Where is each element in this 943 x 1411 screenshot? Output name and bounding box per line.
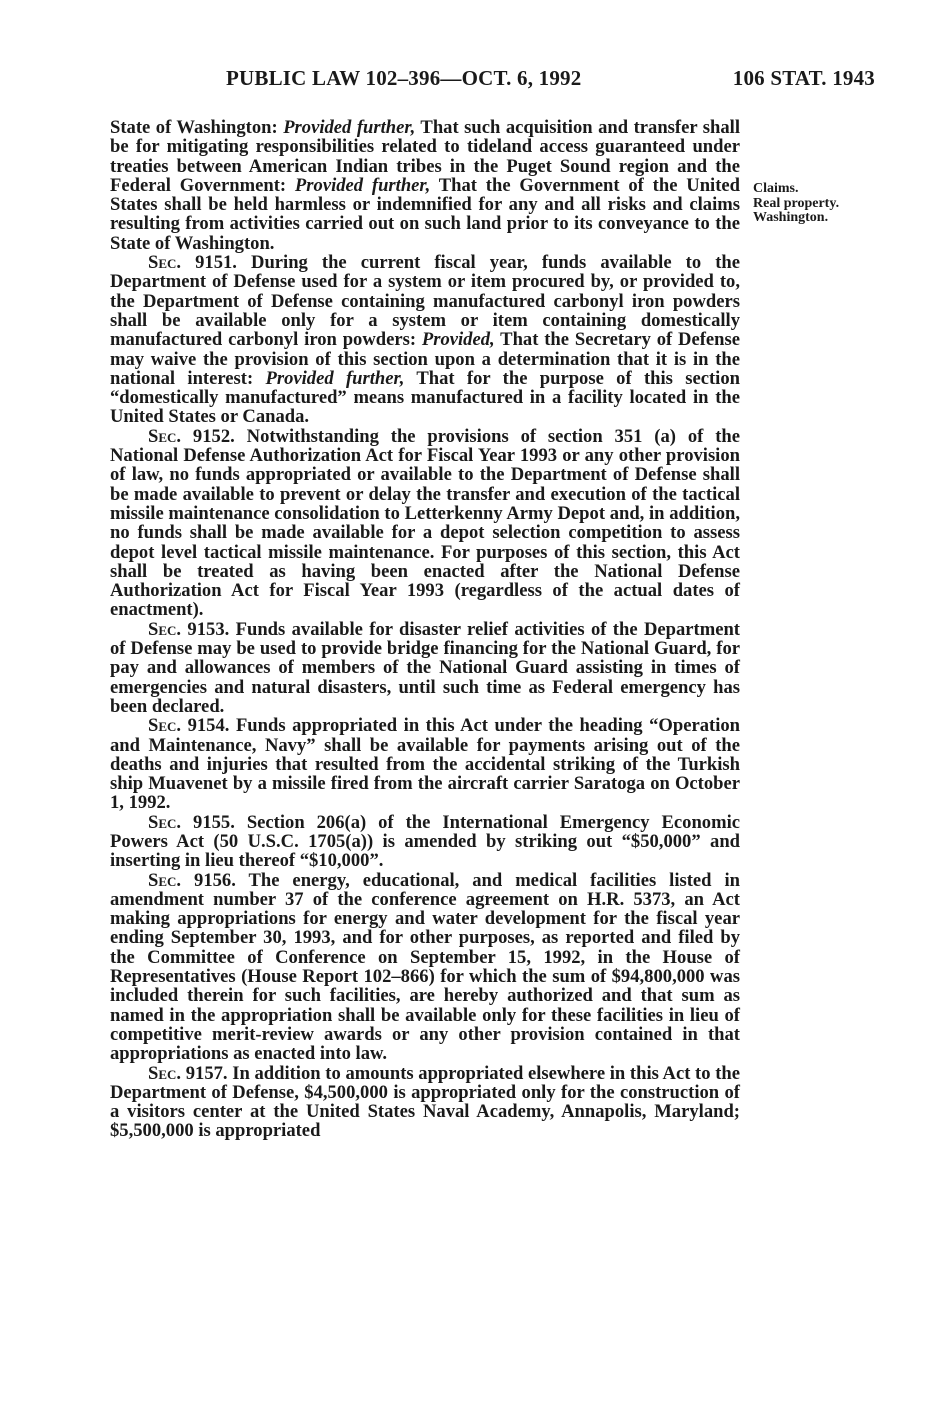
text-run: That such acquisition and transfer shall be for mitigating responsibilities related to tideland access guaranteed under treaties between American Indian tribes in the Puget Sound region and the Federal Government:: [110, 117, 740, 196]
section-9155: [110, 813, 740, 871]
section-9153: [110, 620, 740, 716]
proviso-italic: Provided further,: [294, 174, 431, 196]
statute-page-number: 106 STAT. 1943: [732, 66, 875, 90]
text-run: That for the purpose of this section “domestically manufactured” means manufactured in a facility located in the United States or Canada.: [110, 367, 740, 428]
section-label: Sec.: [148, 715, 182, 737]
text-run: 9153. Funds available for disaster relief activities of the Department of Defense may be used to provide bridge financing for the National Guard, for pay and allowances of members of the National Guard assisting in times of emergencies and natural disasters, until such time as Federal emergency has been declared.: [110, 618, 740, 717]
margin-note-real-property: Real property.: [753, 195, 840, 211]
body-text: [110, 118, 740, 1141]
margin-notes: [753, 182, 903, 226]
text-run: 9152. Notwithstanding the provisions of section 351 (a) of the National Defense Authorization Act for Fiscal Year 1993 or any other provision of law, no funds appropriated or available to the Department of Defense shall be made available to prevent or delay the transfer and execution of the tactical missile maintenance consolidation to Letterkenny Army Depot and, in addition, no funds shall be made available for a depot selection competition to assess depot level tactical missile maintenance. For purposes of this section, this Act shall be treated as having been enacted after the National Defense Authorization Act for Fiscal Year 1993 (regardless of the actual dates of enactment).: [110, 425, 740, 621]
section-label: Sec.: [148, 869, 182, 891]
text-run: 9151. During the current fiscal year, funds available to the Department of Defense used for a system or item procured by, or provided to, the Department of Defense containing manufactured carbonyl iron powders shall be available only for a system or item containing domestically manufactured carbonyl iron powders:: [110, 252, 740, 351]
proviso-italic: Provided further,: [265, 367, 405, 389]
text-run: 9157. In addition to amounts appropriated elsewhere in this Act to the Department of Defense, $4,500,000 is appropriated only for the construction of a visitors center at the United States Naval Academy, Annapolis, Maryland; $5,500,000 is appropriated: [110, 1062, 740, 1142]
text-run: State of Washington:: [110, 117, 284, 138]
text-run: That the Government of the United States shall be held harmless or indemnified for any and all risks and claims resulting from activities carried out on such land prior to its conveyance to the State of Washington.: [110, 174, 740, 254]
section-label: Sec.: [148, 618, 182, 640]
section-label: Sec.: [148, 811, 182, 833]
margin-note-washington: Washington.: [753, 210, 829, 225]
paragraph-continuation: [110, 118, 740, 253]
section-9156: [110, 871, 740, 1064]
text-run: That the Secretary of Defense may waive the provision of this section upon a determination that it is in the national interest:: [110, 329, 741, 389]
section-9154: [110, 716, 740, 812]
text-run: 9154. Funds appropriated in this Act under the heading “Operation and Maintenance, Navy” shall be available for payments arising out of the deaths and injuries that resulted from the accidental striking of the Turkish ship Muavenet by a missile fired from the aircraft carrier Saratoga on October 1, 1992.: [110, 715, 740, 814]
running-header: [110, 63, 875, 93]
proviso-italic: Provided further,: [283, 117, 416, 138]
text-run: 9155. Section 206(a) of the International Emergency Economic Powers Act (50 U.S.C. 1705(a)) is amended by striking out “$50,000” and inserting in lieu thereof “$10,000”.: [110, 811, 740, 872]
section-9157: [110, 1064, 740, 1141]
section-label: Sec.: [148, 1062, 182, 1084]
margin-note-claims: Claims.: [753, 181, 799, 196]
section-9151: [110, 253, 740, 427]
section-label: Sec.: [148, 425, 182, 447]
proviso-italic: Provided,: [421, 329, 495, 351]
public-law-citation: PUBLIC LAW 102–396—OCT. 6, 1992: [226, 66, 582, 90]
text-run: 9156. The energy, educational, and medical facilities listed in amendment number 37 of the conference agreement on H.R. 5373, an Act making appropriations for energy and water development for the fiscal year ending September 30, 1993, and for other purposes, as reported and filed by the Committee of Conference on September 15, 1992, in the House of Representatives (House Report 102–866) for which the sum of $94,800,000 was included therein for such facilities, are hereby authorized and that sum as named in the appropriation shall be available only for these facilities in lieu of competitive merit-review awards or any other provision contained in that appropriations as enacted into law.: [110, 869, 740, 1065]
section-9152: [110, 427, 740, 620]
section-label: Sec.: [148, 252, 182, 274]
